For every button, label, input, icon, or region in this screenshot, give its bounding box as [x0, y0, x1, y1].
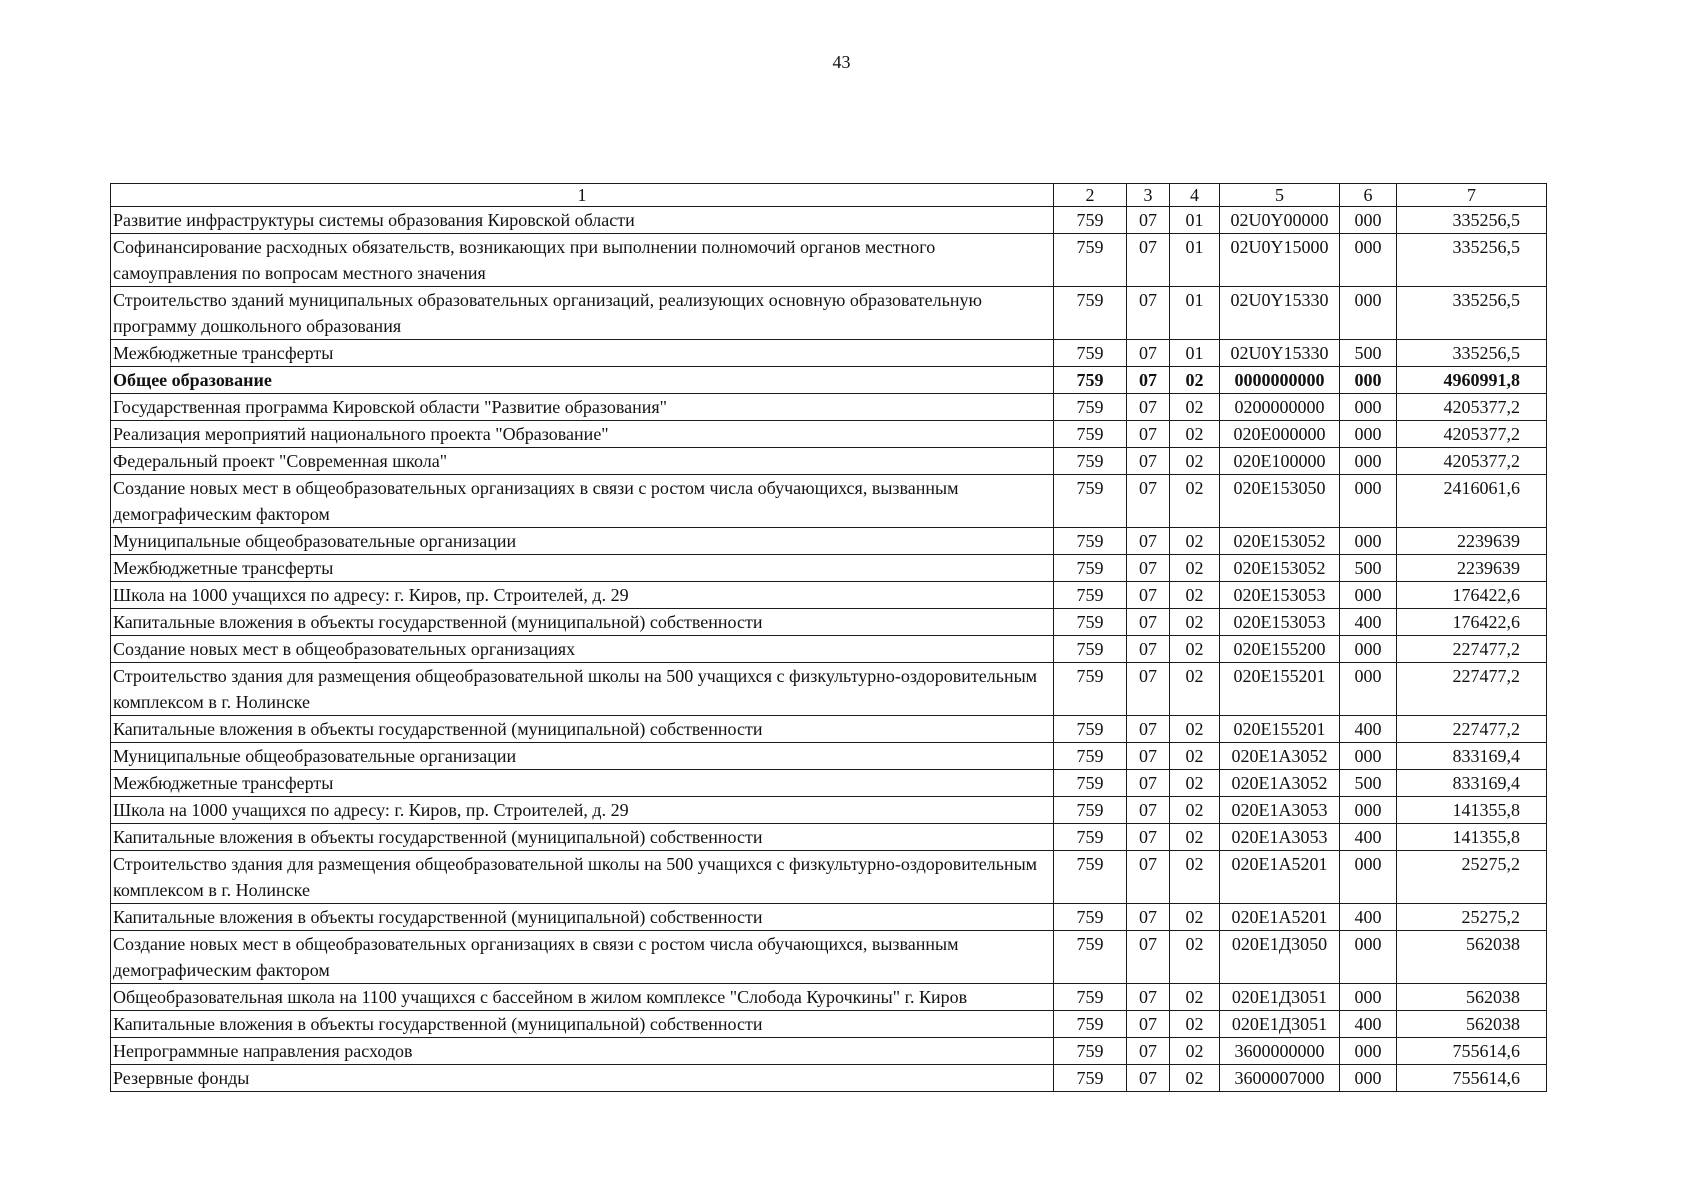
row-name: Общеобразовательная школа на 1100 учащихся с бассейном в жилом комплексе "Слобода Курочкины" г. Киров: [111, 984, 1054, 1011]
row-code-ministry: 759: [1054, 984, 1127, 1011]
table-row: [111, 770, 1547, 797]
row-code-expense-type: 400: [1340, 904, 1397, 931]
row-amount: 755614,6: [1397, 1065, 1547, 1092]
row-code-ministry: 759: [1054, 851, 1127, 904]
row-code-ministry: 759: [1054, 582, 1127, 609]
row-code-section: 07: [1127, 904, 1170, 931]
row-amount: 2239639: [1397, 528, 1547, 555]
row-code-expense-type: 000: [1340, 207, 1397, 234]
row-code-ministry: 759: [1054, 448, 1127, 475]
row-code-subsection: 02: [1170, 716, 1220, 743]
table-body: [111, 207, 1547, 1092]
row-code-expense-type: 000: [1340, 743, 1397, 770]
row-code-section: 07: [1127, 234, 1170, 287]
header-cell: 1: [111, 184, 1054, 207]
row-code-target: 0000000000: [1220, 367, 1340, 394]
row-code-section: 07: [1127, 1065, 1170, 1092]
row-code-subsection: 02: [1170, 851, 1220, 904]
row-code-target: 02U0Y00000: [1220, 207, 1340, 234]
row-name: Межбюджетные трансферты: [111, 340, 1054, 367]
table-row: [111, 287, 1547, 340]
row-code-section: 07: [1127, 797, 1170, 824]
row-name: Создание новых мест в общеобразовательных организациях: [111, 636, 1054, 663]
row-name: Резервные фонды: [111, 1065, 1054, 1092]
row-code-ministry: 759: [1054, 367, 1127, 394]
row-amount: 141355,8: [1397, 797, 1547, 824]
row-code-section: 07: [1127, 609, 1170, 636]
row-code-subsection: 02: [1170, 931, 1220, 984]
row-amount: 562038: [1397, 1011, 1547, 1038]
table-row: [111, 984, 1547, 1011]
row-code-expense-type: 000: [1340, 448, 1397, 475]
row-code-target: 020E1A3052: [1220, 770, 1340, 797]
table-row: [111, 207, 1547, 234]
table-row: [111, 851, 1547, 904]
row-code-ministry: 759: [1054, 636, 1127, 663]
table-row: [111, 716, 1547, 743]
row-name: Капитальные вложения в объекты государственной (муниципальной) собственности: [111, 824, 1054, 851]
row-code-subsection: 02: [1170, 797, 1220, 824]
table-row: [111, 904, 1547, 931]
row-code-subsection: 02: [1170, 1038, 1220, 1065]
header-cell: 3: [1127, 184, 1170, 207]
row-code-expense-type: 000: [1340, 851, 1397, 904]
table-row: [111, 609, 1547, 636]
row-code-ministry: 759: [1054, 663, 1127, 716]
row-code-ministry: 759: [1054, 1011, 1127, 1038]
row-code-expense-type: 000: [1340, 475, 1397, 528]
row-code-section: 07: [1127, 555, 1170, 582]
row-name: Муниципальные общеобразовательные организации: [111, 743, 1054, 770]
row-name: Межбюджетные трансферты: [111, 555, 1054, 582]
row-code-subsection: 02: [1170, 475, 1220, 528]
row-code-subsection: 02: [1170, 770, 1220, 797]
row-code-expense-type: 500: [1340, 555, 1397, 582]
row-code-section: 07: [1127, 287, 1170, 340]
row-code-section: 07: [1127, 448, 1170, 475]
row-amount: 4960991,8: [1397, 367, 1547, 394]
row-code-ministry: 759: [1054, 1065, 1127, 1092]
table-row: [111, 448, 1547, 475]
row-code-expense-type: 400: [1340, 1011, 1397, 1038]
row-code-expense-type: 000: [1340, 234, 1397, 287]
row-code-expense-type: 000: [1340, 984, 1397, 1011]
row-code-target: 020E1A3053: [1220, 797, 1340, 824]
row-code-section: 07: [1127, 582, 1170, 609]
row-code-target: 02U0Y15000: [1220, 234, 1340, 287]
row-code-target: 02U0Y15330: [1220, 287, 1340, 340]
row-name: Развитие инфраструктуры системы образования Кировской области: [111, 207, 1054, 234]
row-code-target: 02U0Y15330: [1220, 340, 1340, 367]
row-name: Школа на 1000 учащихся по адресу: г. Киров, пр. Строителей, д. 29: [111, 797, 1054, 824]
row-code-ministry: 759: [1054, 287, 1127, 340]
row-amount: 335256,5: [1397, 207, 1547, 234]
table-row: [111, 743, 1547, 770]
row-code-ministry: 759: [1054, 1038, 1127, 1065]
header-cell: 5: [1220, 184, 1340, 207]
row-amount: 25275,2: [1397, 851, 1547, 904]
row-name: Капитальные вложения в объекты государственной (муниципальной) собственности: [111, 904, 1054, 931]
row-code-section: 07: [1127, 421, 1170, 448]
table-row: [111, 636, 1547, 663]
row-code-target: 020E155200: [1220, 636, 1340, 663]
row-code-target: 020E153052: [1220, 528, 1340, 555]
row-amount: 141355,8: [1397, 824, 1547, 851]
row-code-subsection: 01: [1170, 340, 1220, 367]
row-code-target: 020E153053: [1220, 609, 1340, 636]
row-code-target: 3600000000: [1220, 1038, 1340, 1065]
row-amount: 176422,6: [1397, 582, 1547, 609]
row-code-subsection: 02: [1170, 824, 1220, 851]
table-row: [111, 340, 1547, 367]
row-code-target: 020E1Д3051: [1220, 1011, 1340, 1038]
row-code-subsection: 02: [1170, 1011, 1220, 1038]
table-row: [111, 1065, 1547, 1092]
row-code-expense-type: 000: [1340, 636, 1397, 663]
row-code-expense-type: 000: [1340, 287, 1397, 340]
row-amount: 562038: [1397, 931, 1547, 984]
header-cell: 4: [1170, 184, 1220, 207]
row-code-section: 07: [1127, 340, 1170, 367]
row-code-expense-type: 000: [1340, 582, 1397, 609]
row-name: Муниципальные общеобразовательные организации: [111, 528, 1054, 555]
row-code-subsection: 02: [1170, 609, 1220, 636]
header-row: [111, 184, 1547, 207]
row-code-subsection: 02: [1170, 663, 1220, 716]
row-code-subsection: 02: [1170, 984, 1220, 1011]
row-amount: 755614,6: [1397, 1038, 1547, 1065]
row-code-section: 07: [1127, 931, 1170, 984]
table-row: [111, 394, 1547, 421]
row-code-section: 07: [1127, 367, 1170, 394]
row-code-section: 07: [1127, 851, 1170, 904]
row-amount: 833169,4: [1397, 770, 1547, 797]
row-code-subsection: 02: [1170, 528, 1220, 555]
row-code-target: 020E100000: [1220, 448, 1340, 475]
row-name: Федеральный проект "Современная школа": [111, 448, 1054, 475]
row-code-subsection: 01: [1170, 207, 1220, 234]
row-code-section: 07: [1127, 984, 1170, 1011]
row-code-ministry: 759: [1054, 340, 1127, 367]
row-code-section: 07: [1127, 824, 1170, 851]
row-name: Непрограммные направления расходов: [111, 1038, 1054, 1065]
row-code-subsection: 02: [1170, 394, 1220, 421]
row-amount: 2416061,6: [1397, 475, 1547, 528]
table-row: [111, 1038, 1547, 1065]
row-code-subsection: 02: [1170, 743, 1220, 770]
row-code-target: 020E1A3053: [1220, 824, 1340, 851]
row-code-section: 07: [1127, 528, 1170, 555]
row-amount: 4205377,2: [1397, 421, 1547, 448]
table-row: [111, 824, 1547, 851]
row-amount: 227477,2: [1397, 663, 1547, 716]
table-row: [111, 555, 1547, 582]
row-amount: 833169,4: [1397, 743, 1547, 770]
row-name: Создание новых мест в общеобразовательных организациях в связи с ростом числа обучающихся, вызванным демографическим фактором: [111, 931, 1054, 984]
row-code-expense-type: 000: [1340, 1038, 1397, 1065]
row-code-ministry: 759: [1054, 797, 1127, 824]
row-code-target: 020E1A5201: [1220, 904, 1340, 931]
row-code-target: 3600007000: [1220, 1065, 1340, 1092]
row-code-section: 07: [1127, 207, 1170, 234]
row-code-expense-type: 000: [1340, 931, 1397, 984]
row-code-section: 07: [1127, 475, 1170, 528]
row-code-expense-type: 000: [1340, 1065, 1397, 1092]
row-code-target: 020E153050: [1220, 475, 1340, 528]
row-code-ministry: 759: [1054, 475, 1127, 528]
row-code-ministry: 759: [1054, 207, 1127, 234]
row-code-target: 020E155201: [1220, 716, 1340, 743]
row-code-expense-type: 000: [1340, 421, 1397, 448]
header-cell: 2: [1054, 184, 1127, 207]
row-amount: 227477,2: [1397, 636, 1547, 663]
row-name: Капитальные вложения в объекты государственной (муниципальной) собственности: [111, 1011, 1054, 1038]
row-code-section: 07: [1127, 770, 1170, 797]
row-code-subsection: 02: [1170, 636, 1220, 663]
row-name: Школа на 1000 учащихся по адресу: г. Киров, пр. Строителей, д. 29: [111, 582, 1054, 609]
row-code-expense-type: 000: [1340, 394, 1397, 421]
header-cell: 6: [1340, 184, 1397, 207]
row-amount: 4205377,2: [1397, 394, 1547, 421]
row-amount: 25275,2: [1397, 904, 1547, 931]
table-row: [111, 528, 1547, 555]
row-code-subsection: 02: [1170, 421, 1220, 448]
table-row: [111, 475, 1547, 528]
row-code-ministry: 759: [1054, 421, 1127, 448]
row-code-target: 020E000000: [1220, 421, 1340, 448]
row-code-section: 07: [1127, 1011, 1170, 1038]
row-name: Капитальные вложения в объекты государственной (муниципальной) собственности: [111, 716, 1054, 743]
row-code-section: 07: [1127, 716, 1170, 743]
row-code-subsection: 02: [1170, 582, 1220, 609]
row-amount: 335256,5: [1397, 287, 1547, 340]
row-code-ministry: 759: [1054, 824, 1127, 851]
row-amount: 4205377,2: [1397, 448, 1547, 475]
page-number: 43: [832, 52, 851, 72]
row-name: Межбюджетные трансферты: [111, 770, 1054, 797]
row-code-ministry: 759: [1054, 770, 1127, 797]
row-code-ministry: 759: [1054, 555, 1127, 582]
row-code-ministry: 759: [1054, 931, 1127, 984]
row-code-ministry: 759: [1054, 904, 1127, 931]
row-code-section: 07: [1127, 743, 1170, 770]
row-code-expense-type: 000: [1340, 797, 1397, 824]
row-code-ministry: 759: [1054, 609, 1127, 636]
row-amount: 335256,5: [1397, 234, 1547, 287]
row-code-expense-type: 000: [1340, 663, 1397, 716]
row-code-section: 07: [1127, 1038, 1170, 1065]
row-code-target: 020E153052: [1220, 555, 1340, 582]
table-row: [111, 367, 1547, 394]
row-code-expense-type: 500: [1340, 340, 1397, 367]
row-amount: 335256,5: [1397, 340, 1547, 367]
row-code-target: 020E153053: [1220, 582, 1340, 609]
table-row: [111, 421, 1547, 448]
table-row: [111, 663, 1547, 716]
row-name: Создание новых мест в общеобразовательных организациях в связи с ростом числа обучающихся, вызванным демографическим фактором: [111, 475, 1054, 528]
row-code-target: 020E1Д3051: [1220, 984, 1340, 1011]
row-name: Капитальные вложения в объекты государственной (муниципальной) собственности: [111, 609, 1054, 636]
row-code-expense-type: 400: [1340, 609, 1397, 636]
table-row: [111, 582, 1547, 609]
row-code-expense-type: 400: [1340, 716, 1397, 743]
table-row: [111, 234, 1547, 287]
row-code-subsection: 02: [1170, 904, 1220, 931]
row-name: Софинансирование расходных обязательств, возникающих при выполнении полномочий органов местного самоуправления по вопросам местного значения: [111, 234, 1054, 287]
budget-table: [110, 183, 1547, 1092]
row-code-target: 020E1A5201: [1220, 851, 1340, 904]
table-row: [111, 1011, 1547, 1038]
row-name: Строительство зданий муниципальных образовательных организаций, реализующих основную образовательную программу дошкольного образования: [111, 287, 1054, 340]
row-amount: 227477,2: [1397, 716, 1547, 743]
row-code-ministry: 759: [1054, 528, 1127, 555]
row-code-target: 020E155201: [1220, 663, 1340, 716]
row-code-subsection: 02: [1170, 367, 1220, 394]
row-amount: 2239639: [1397, 555, 1547, 582]
row-code-expense-type: 000: [1340, 367, 1397, 394]
table-row: [111, 931, 1547, 984]
row-code-target: 020E1A3052: [1220, 743, 1340, 770]
row-code-section: 07: [1127, 394, 1170, 421]
row-name: Строительство здания для размещения общеобразовательной школы на 500 учащихся с физкультурно-оздоровительным комплексом в г. Нолинске: [111, 663, 1054, 716]
row-code-expense-type: 500: [1340, 770, 1397, 797]
row-name: Государственная программа Кировской области "Развитие образования": [111, 394, 1054, 421]
row-code-subsection: 02: [1170, 1065, 1220, 1092]
row-name: Строительство здания для размещения общеобразовательной школы на 500 учащихся с физкультурно-оздоровительным комплексом в г. Нолинске: [111, 851, 1054, 904]
row-code-section: 07: [1127, 636, 1170, 663]
row-code-ministry: 759: [1054, 743, 1127, 770]
row-code-section: 07: [1127, 663, 1170, 716]
row-amount: 562038: [1397, 984, 1547, 1011]
row-code-ministry: 759: [1054, 716, 1127, 743]
row-code-subsection: 01: [1170, 287, 1220, 340]
row-code-ministry: 759: [1054, 394, 1127, 421]
row-code-ministry: 759: [1054, 234, 1127, 287]
row-code-expense-type: 400: [1340, 824, 1397, 851]
row-name: Реализация мероприятий национального проекта "Образование": [111, 421, 1054, 448]
table-row: [111, 797, 1547, 824]
row-code-expense-type: 000: [1340, 528, 1397, 555]
row-code-subsection: 01: [1170, 234, 1220, 287]
header-cell: 7: [1397, 184, 1547, 207]
row-code-target: 0200000000: [1220, 394, 1340, 421]
row-code-target: 020E1Д3050: [1220, 931, 1340, 984]
row-code-subsection: 02: [1170, 448, 1220, 475]
row-code-subsection: 02: [1170, 555, 1220, 582]
row-amount: 176422,6: [1397, 609, 1547, 636]
row-name: Общее образование: [111, 367, 1054, 394]
